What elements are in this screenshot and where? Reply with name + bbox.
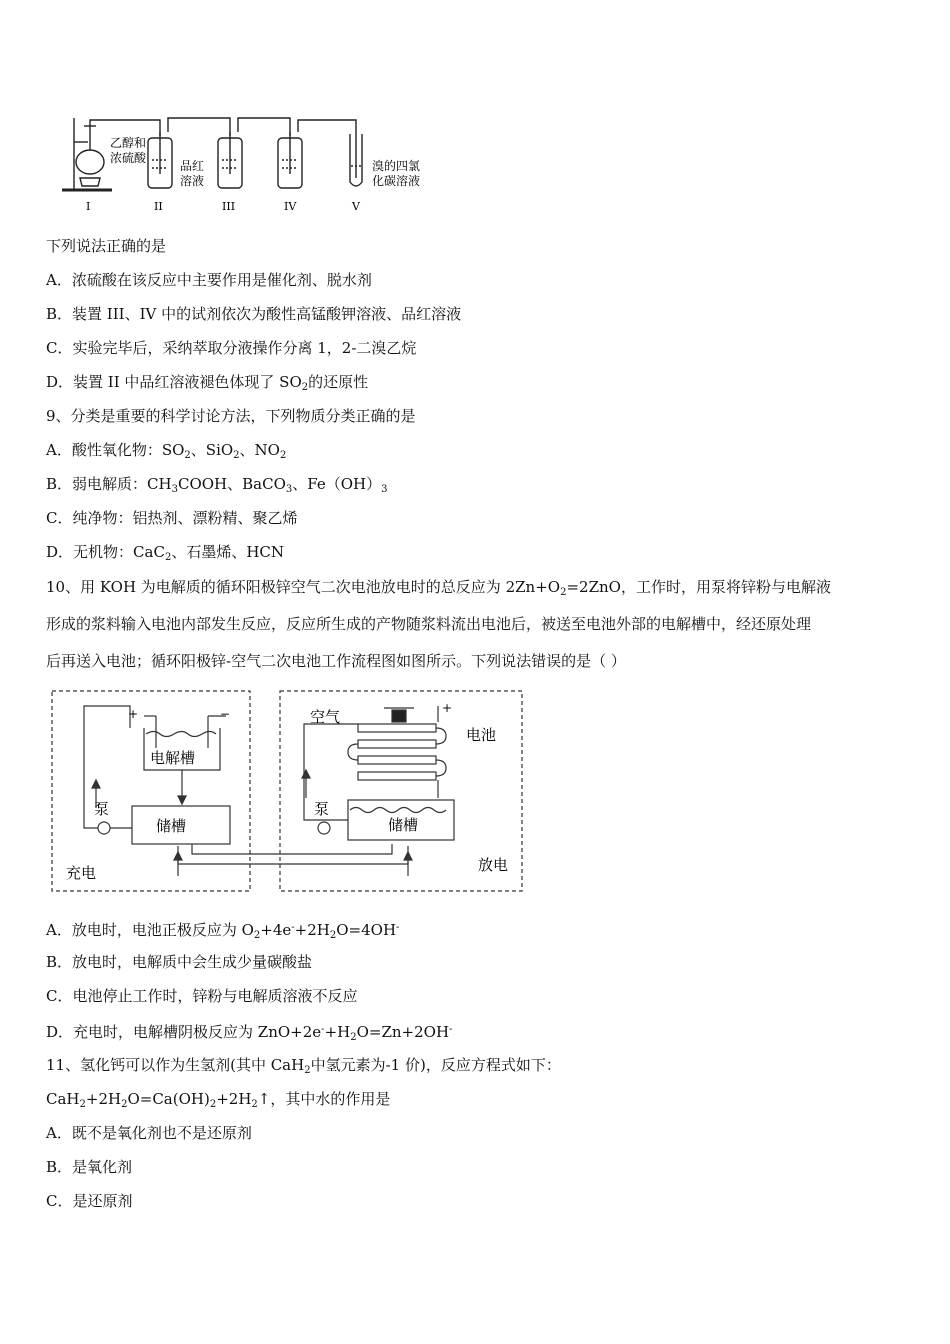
q11-option-a: A．既不是氧化剂也不是还原剂 [46, 1124, 252, 1142]
q9-option-a: A．酸性氧化物：$SO_2$、SiO$_2$、$NO_2$ [46, 441, 287, 461]
label-tube5a: 溴的四氯 [372, 159, 421, 173]
q9-option-d: D．无机物：CaC$_2$、石墨烯、HCN [46, 543, 284, 563]
label-tank-left: 储槽 [156, 817, 187, 835]
label-discharge: 放电 [478, 856, 509, 874]
label-air: 空气 [310, 708, 341, 726]
label-pump-left: 泵 [94, 800, 110, 818]
label-pump-right: 泵 [314, 800, 330, 818]
label-plus-left: + [128, 707, 139, 721]
q10-option-c: C．电池停止工作时，锌粉与电解质溶液不反应 [46, 987, 358, 1005]
q11-stem: 11、氢化钙可以作为生氢剂(其中 CaH$_2$中氢元素为-1 价)，反应方程式如下： [46, 1056, 561, 1076]
q10-stem-line2: 形成的浆料输入电池内部发生反应，反应所生成的产物随浆料流出电池后，被送至电池外部的电解槽中，经还原处理 [46, 615, 812, 633]
label-reagent2: 浓硫酸 [110, 151, 147, 165]
label-tube5b: 化碳溶液 [372, 174, 421, 188]
label-electrolyzer: 电解槽 [150, 749, 196, 767]
label-minus-left: − [220, 707, 231, 721]
q10-stem-line3: 后再送入电池；循环阳极锌-空气二次电池工作流程图如图所示。下列说法错误的是（ ） [46, 652, 626, 670]
roman-2: II [154, 200, 163, 213]
q10-stem-line1: 10、用 KOH 为电解质的循环阳极锌空气二次电池放电时的总反应为 $2Zn+O_2=2ZnO$，工作时，用泵将锌粉与电解液 [46, 578, 831, 598]
label-charge: 充电 [66, 864, 97, 882]
q9-option-c: C．纯净物：铝热剂、漂粉精、聚乙烯 [46, 509, 298, 527]
apparatus-figure [40, 112, 440, 216]
roman-4: IV [284, 200, 297, 213]
roman-5: V [352, 200, 360, 213]
label-plus-right: + [442, 701, 453, 715]
q9-stem: 9、分类是重要的科学讨论方法，下列物质分类正确的是 [46, 407, 416, 425]
q10-option-b: B．放电时，电解质中会生成少量碳酸盐 [46, 953, 313, 971]
q8-option-a: A．浓硫酸在该反应中主要作用是催化剂、脱水剂 [46, 271, 372, 289]
label-tank-right: 储槽 [388, 816, 419, 834]
q10-option-a: A．放电时，电池正极反应为 $O_2+4e^-+2H_2O=4OH^-$ [46, 921, 400, 941]
q8-option-d: D．装置 II 中品红溶液褪色体现了 $SO_2$的还原性 [46, 373, 369, 393]
q8-option-c: C．实验完毕后，采纳萃取分液操作分离 1，2-二溴乙烷 [46, 339, 417, 357]
q8-option-b: B．装置 III、IV 中的试剂依次为酸性高锰酸钾溶液、品红溶液 [46, 305, 462, 323]
label-reagent1: 乙醇和 [110, 136, 147, 150]
roman-3: III [222, 200, 236, 213]
label-bottle2b: 溶液 [180, 174, 205, 188]
roman-1: I [86, 200, 91, 213]
label-battery: 电池 [466, 726, 497, 744]
q11-option-c: C．是还原剂 [46, 1192, 133, 1210]
q9-option-b: B．弱电解质：$CH_3COOH$、BaCO$_3$、$Fe(OH)_3$ [46, 475, 388, 495]
q11-option-b: B．是氧化剂 [46, 1158, 133, 1176]
q11-equation: $CaH_2+2H_2O=Ca(OH)_2+2H_2↑$，其中水的作用是 [46, 1090, 391, 1110]
q10-option-d: D．充电时，电解槽阴极反应为 $ZnO+2e^-+H_2O=Zn+2OH^-$ [46, 1023, 453, 1043]
label-bottle2a: 品红 [180, 159, 205, 173]
battery-flow-diagram [48, 688, 528, 896]
q8-stem: 下列说法正确的是 [46, 237, 167, 255]
